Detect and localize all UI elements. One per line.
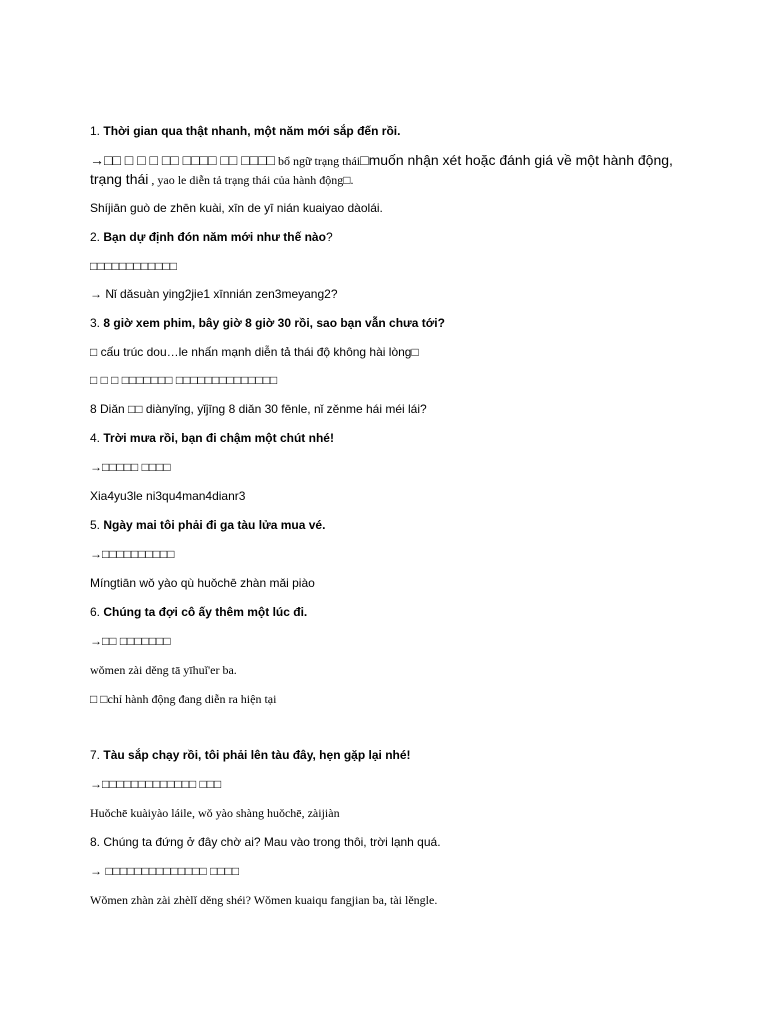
question-6 (90, 604, 708, 620)
answer-2-pinyin: → Nǐ dǎsuàn ying2jie1 xīnnián zen3meyang2? (90, 287, 338, 301)
question-number: 4. (90, 431, 101, 445)
answer-2-hanzi: □□□□□□□□□□□□ (90, 259, 177, 273)
answer-3-hanzi: □ □ □ □□□□□□□ □□□□□□□□□□□□□□ (90, 373, 278, 387)
answer-3-note: □ cấu trúc dou…le nhấn mạnh diễn tả thái độ không hài lòng□ (90, 345, 419, 359)
question-text: Chúng ta đợi cô ấy thêm một lúc đi. (103, 605, 308, 619)
question-text: Ngày mai tôi phải đi ga tàu lửa mua vé. (103, 518, 326, 532)
question-number: 3. (90, 316, 101, 330)
question-7 (90, 747, 708, 763)
question-2 (90, 229, 708, 245)
answer-6-pinyin: wǒmen zài děng tā yīhuǐ'er ba. (90, 663, 237, 677)
answer-6-hanzi: →□□ □□□□□□□ (90, 634, 171, 648)
answer-3-pinyin: 8 Diǎn □□ diànyǐng, yǐjīng 8 diǎn 30 fēnle, nǐ zěnme hái méi lái? (90, 402, 427, 416)
question-5 (90, 517, 708, 533)
answer-5-pinyin: Míngtiān wǒ yào qù huǒchē zhàn mǎi piào (90, 576, 315, 590)
question-number: 8. (90, 835, 101, 849)
question-text: Tàu sắp chạy rồi, tôi phải lên tàu đây, hẹn gặp lại nhé! (103, 748, 411, 762)
answer-4-hanzi: →□□□□□ □□□□ (90, 460, 171, 474)
answer-5-hanzi: →□□□□□□□□□□ (90, 547, 175, 561)
answer-6-note: □ □chỉ hành động đang diễn ra hiện tại (90, 692, 277, 706)
answer-1-pinyin: Shíjiān guò de zhēn kuài, xīn de yī nián kuaiyao dàolái. (90, 201, 383, 215)
answer-8-hanzi: → □□□□□□□□□□□□□□ □□□□ (90, 864, 240, 878)
answer-4-pinyin: Xia4yu3le ni3qu4man4dianr3 (90, 489, 246, 503)
answer-1-hanzi (90, 151, 708, 189)
question-number: 2. (90, 230, 101, 244)
question-text: Chúng ta đứng ở đây chờ ai? Mau vào trong thôi, trời lạnh quá. (103, 835, 441, 849)
question-text: Trời mưa rồi, bạn đi chậm một chút nhé! (103, 431, 334, 445)
note-text: □muốn nhận xét hoặc đánh giá về một hành động, trạng thái (90, 152, 673, 187)
question-number: 1. (90, 124, 101, 138)
note-text: bổ ngữ trạng thái (274, 154, 361, 168)
answer-7-hanzi: →□□□□□□□□□□□□□ □□□ (90, 777, 222, 791)
question-4 (90, 430, 708, 446)
answer-7-pinyin: Huǒchē kuàiyào láile, wǒ yào shàng huǒchē, zàijiàn (90, 806, 340, 820)
question-1 (90, 123, 708, 139)
question-mark: ? (325, 230, 333, 244)
question-8 (90, 834, 708, 850)
question-number: 7. (90, 748, 101, 762)
question-number: 5. (90, 518, 101, 532)
question-text: Thời gian qua thật nhanh, một năm mới sắp đến rồi. (103, 124, 401, 138)
answer-8-pinyin: Wǒmen zhàn zài zhèlǐ děng shéi? Wǒmen kuaiqu fangjian ba, tài lěngle. (90, 893, 438, 907)
note-text: , yao le diễn tả trạng thái của hành động□. (148, 173, 354, 187)
question-number: 6. (90, 605, 101, 619)
hanzi-text: →□□ □ □ □ □□ □□□□ □□ □□□□ (90, 152, 275, 168)
question-text: 8 giờ xem phim, bây giờ 8 giờ 30 rồi, sao bạn vẫn chưa tới? (103, 316, 445, 330)
question-3 (90, 315, 708, 331)
question-text: Bạn dự định đón năm mới như thế nào (103, 230, 326, 244)
